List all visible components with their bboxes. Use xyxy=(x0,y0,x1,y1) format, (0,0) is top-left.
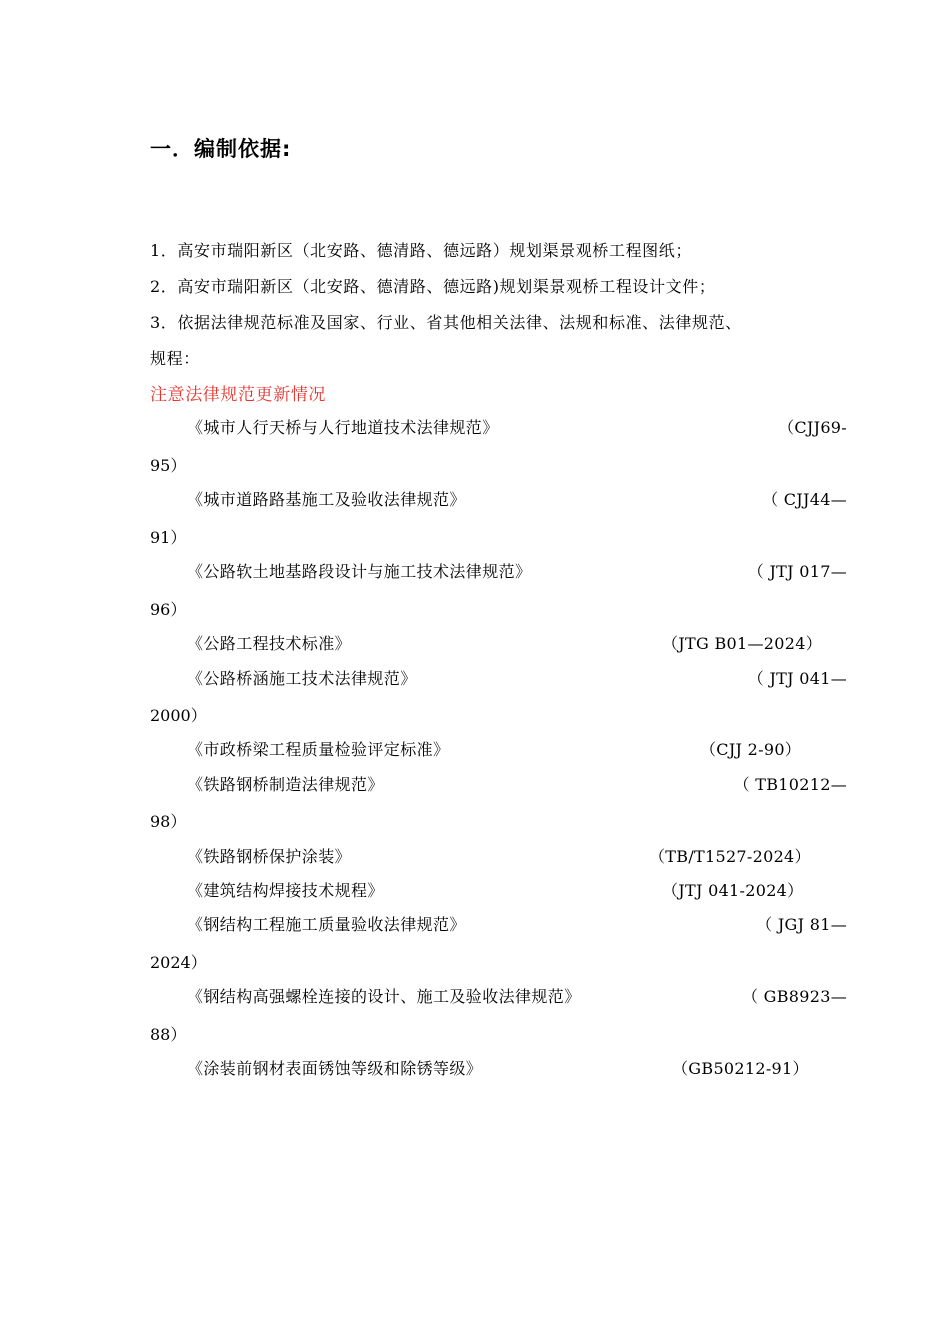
standard-code: （ JTJ 041— xyxy=(747,669,847,688)
standard-title: 《公路桥涵施工技术法律规范》 xyxy=(187,669,417,688)
standard-code: （GB50212-91） xyxy=(672,1059,809,1078)
standard-code: （ CJJ44— xyxy=(762,490,847,509)
standard-title: 《钢结构工程施工质量验收法律规范》 xyxy=(187,915,466,934)
standard-title: 《涂装前钢材表面锈蚀等级和除锈等级》 xyxy=(187,1059,483,1078)
standard-code: （ JGJ 81— xyxy=(756,915,847,934)
standard-title: 《钢结构高强螺栓连接的设计、施工及验收法律规范》 xyxy=(187,987,581,1006)
basis-item-3: 3．依据法律规范标准及国家、行业、省其他相关法律、法规和标准、法律规范、 xyxy=(150,313,742,332)
standard-title: 《市政桥梁工程质量检验评定标准》 xyxy=(187,740,450,759)
standard-code: （CJJ69- xyxy=(778,418,847,437)
standard-code: （TB/T1527-2024） xyxy=(649,847,811,866)
standard-code-continued: 98） xyxy=(150,812,187,831)
standard-code: （JTG B01—2024） xyxy=(662,634,822,653)
standard-title: 《城市道路路基施工及验收法律规范》 xyxy=(187,490,466,509)
standard-code-continued: 91） xyxy=(150,528,187,547)
standard-title: 《城市人行天桥与人行地道技术法律规范》 xyxy=(187,418,499,437)
standard-code-continued: 88） xyxy=(150,1025,187,1044)
update-note: 注意法律规范更新情况 xyxy=(150,385,326,405)
standard-title: 《建筑结构焊接技术规程》 xyxy=(187,881,384,900)
section-heading: 一．编制依据: xyxy=(150,137,292,161)
standard-title: 《铁路钢桥制造法律规范》 xyxy=(187,775,384,794)
standard-code: （ JTJ 017— xyxy=(747,562,847,581)
standard-code-continued: 2000） xyxy=(150,706,207,725)
standard-code-continued: 2024） xyxy=(150,953,207,972)
standard-title: 《铁路钢桥保护涂装》 xyxy=(187,847,352,866)
standard-code: （ TB10212— xyxy=(733,775,847,794)
standard-title: 《公路工程技术标准》 xyxy=(187,634,352,653)
basis-item-3-continued: 规程： xyxy=(150,349,200,368)
basis-item-2: 2．高安市瑞阳新区（北安路、德清路、德远路)规划渠景观桥工程设计文件； xyxy=(150,277,716,296)
standard-code: （CJJ 2-90） xyxy=(700,740,802,759)
basis-item-1: 1．高安市瑞阳新区（北安路、德清路、德远路）规划渠景观桥工程图纸； xyxy=(150,241,692,260)
standard-code-continued: 96） xyxy=(150,600,187,619)
standard-title: 《公路软土地基路段设计与施工技术法律规范》 xyxy=(187,562,532,581)
standard-code: （JTJ 041-2024） xyxy=(662,881,804,900)
standard-code-continued: 95） xyxy=(150,456,187,475)
standard-code: （ GB8923— xyxy=(741,987,847,1006)
